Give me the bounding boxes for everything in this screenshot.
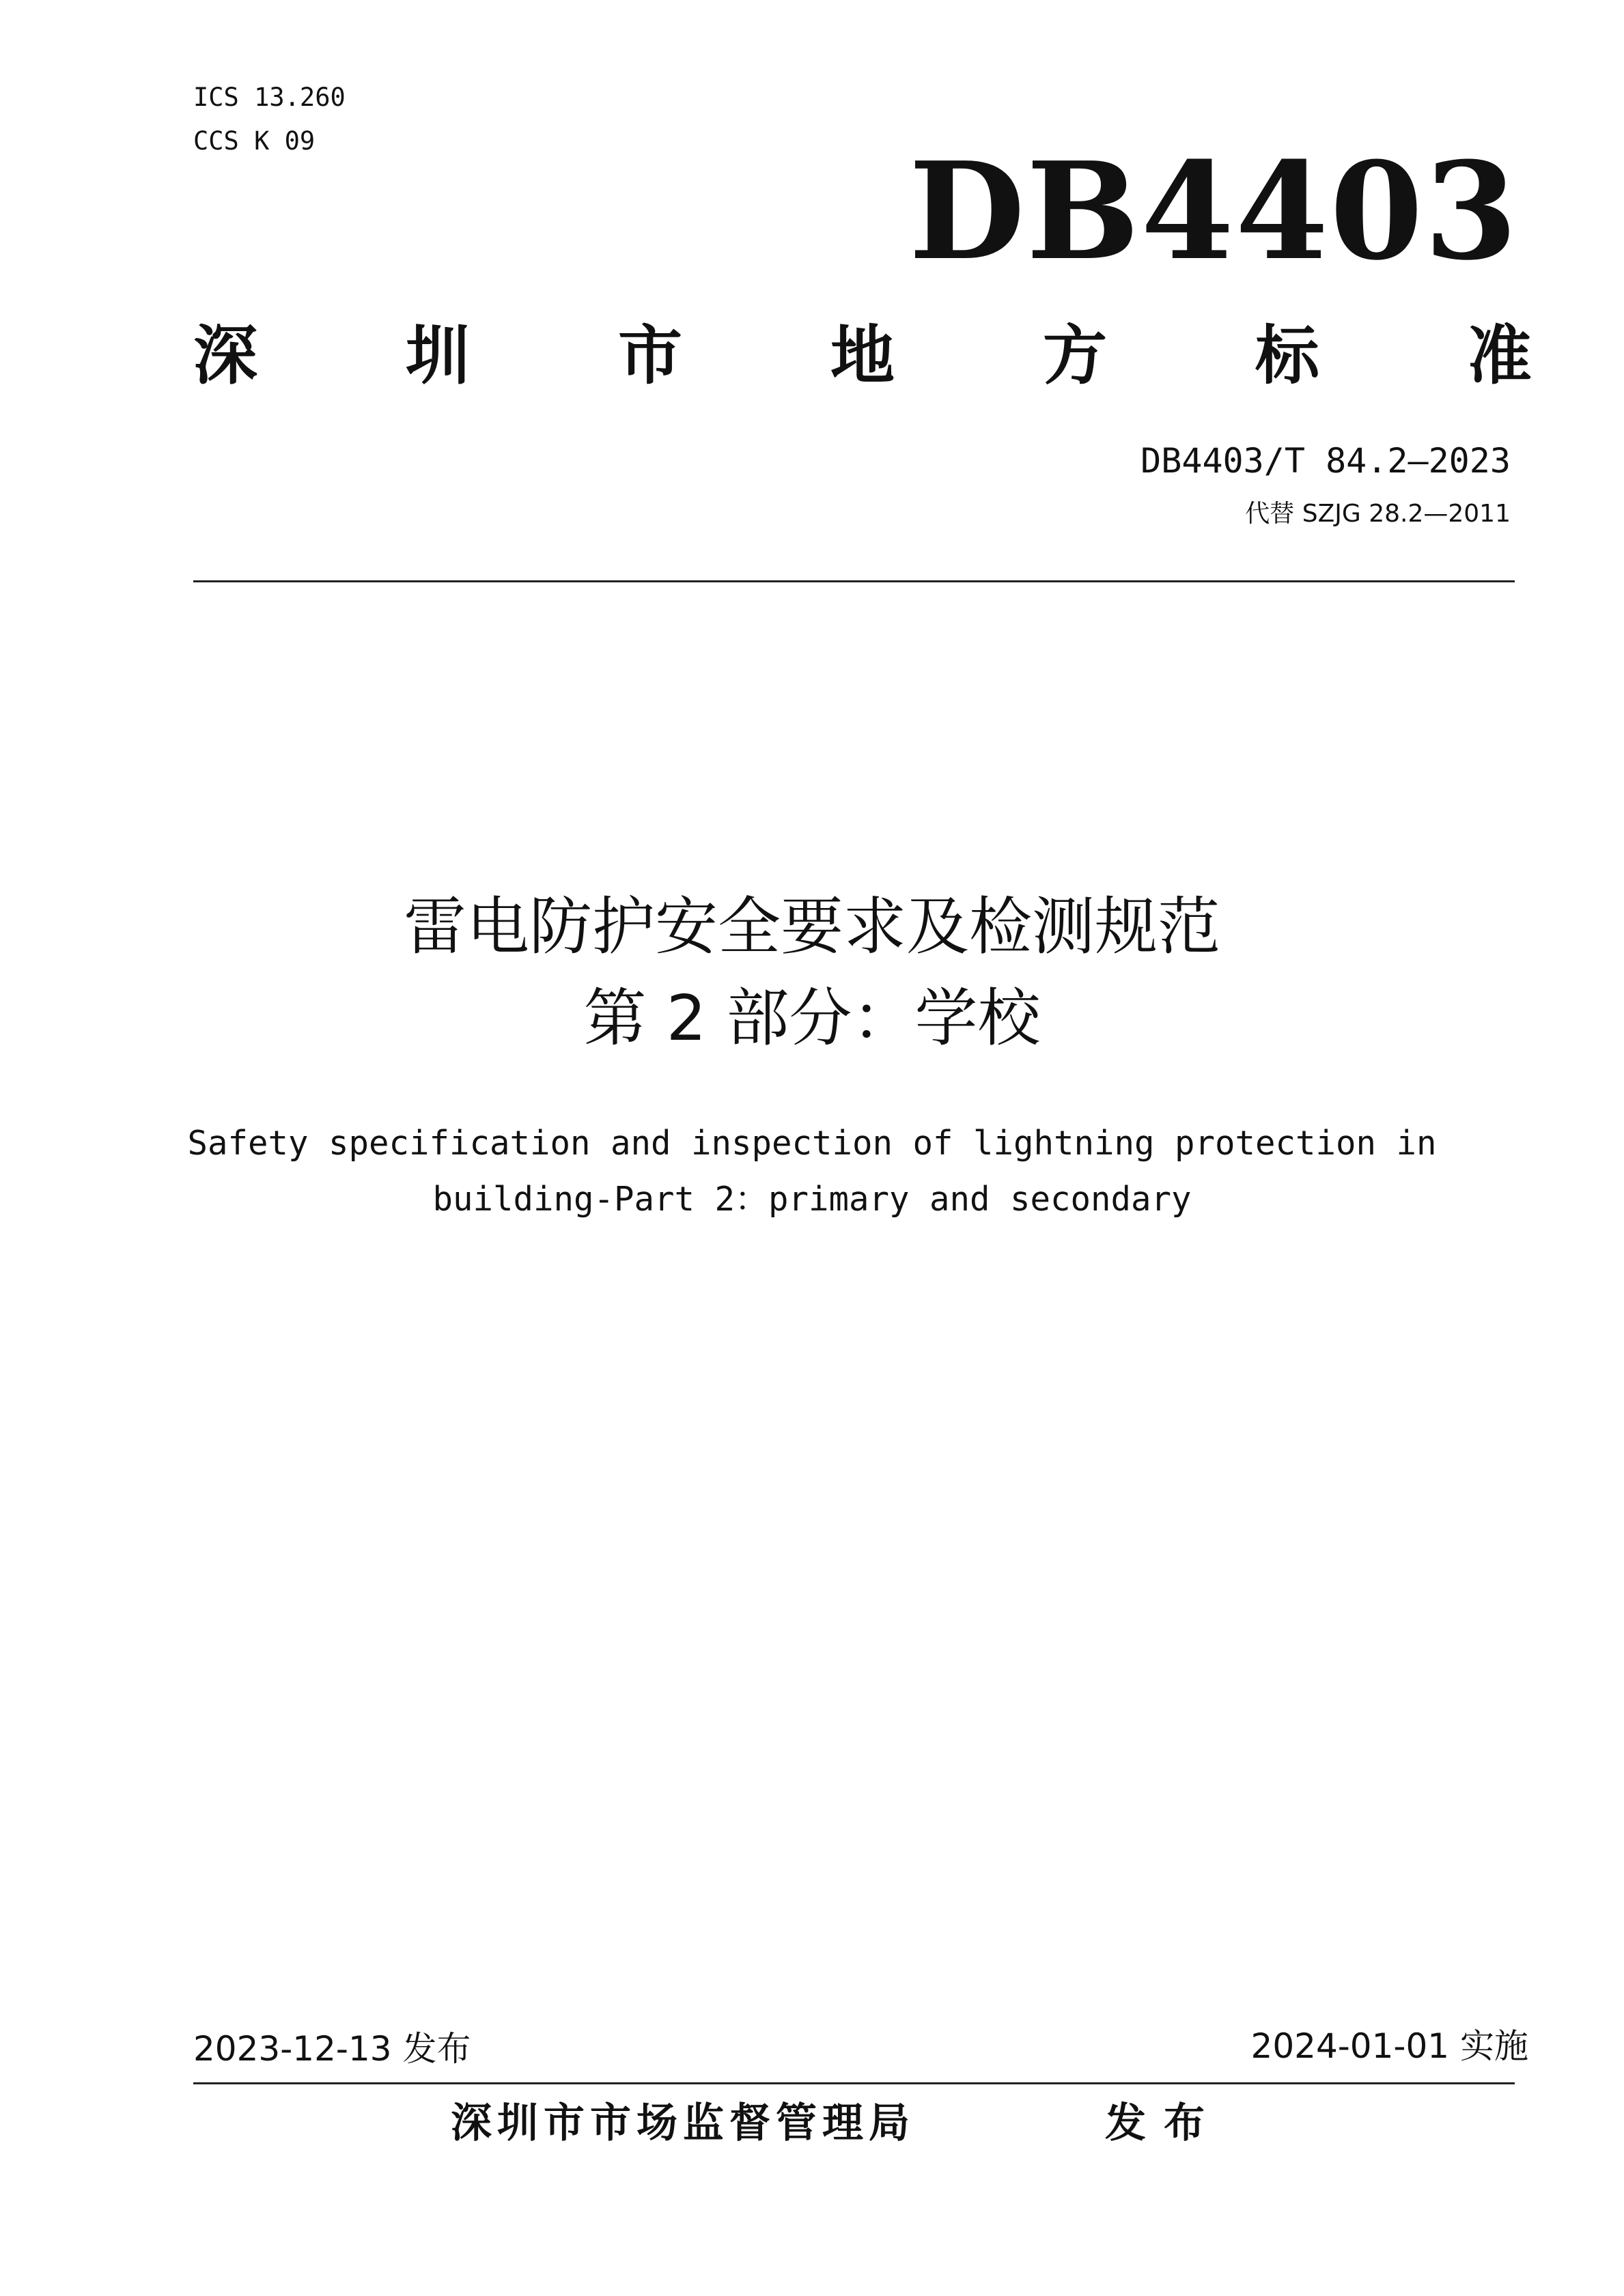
category-char: 准 (1467, 319, 1532, 393)
category-char: 标 (1255, 319, 1319, 393)
publisher-name: 深圳市市场监督管理局 (451, 2099, 915, 2147)
ccs-code: CCS K 09 (193, 126, 316, 156)
category-char: 圳 (405, 319, 470, 393)
category-char: 地 (830, 319, 895, 393)
issue-date: 2023-12-13 发布 (193, 2029, 471, 2069)
standard-number: DB4403/T 84.2—2023 (1140, 441, 1511, 481)
replaces-standard: 代替 SZJG 28.2—2011 (1245, 500, 1511, 528)
category-char: 市 (617, 319, 682, 393)
implementation-date: 2024-01-01 实施 (1250, 2026, 1528, 2066)
category-char: 方 (1042, 319, 1107, 393)
header-divider (193, 580, 1515, 582)
category-char: 深 (193, 319, 258, 393)
title-chinese-line-1: 雷电防护安全要求及检测规范 (403, 890, 1220, 963)
title-english-line-1: Safety specification and inspection of lightning protection in (187, 1124, 1437, 1163)
footer-divider (193, 2082, 1515, 2084)
publish-label: 发布 (1105, 2099, 1222, 2147)
title-chinese-line-2: 第 2 部分：学校 (583, 982, 1041, 1055)
ics-code: ICS 13.260 (193, 83, 346, 112)
title-english-line-2: building-Part 2：primary and secondary (432, 1180, 1192, 1219)
standard-category (193, 315, 1532, 397)
standard-logo: DB4403 (908, 133, 1519, 290)
